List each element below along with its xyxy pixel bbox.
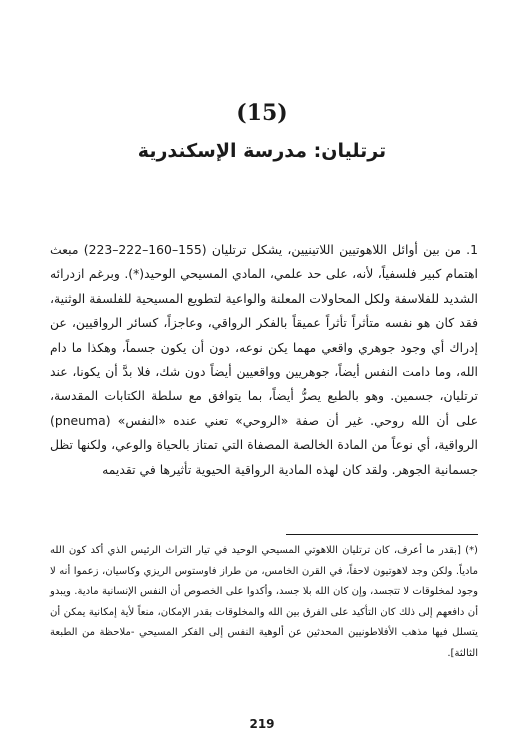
chapter-number: (15) (236, 100, 288, 126)
footnote-separator (286, 534, 478, 535)
page-number: 219 (249, 717, 275, 731)
footnote: (*) [بقدر ما أعرف، كان ترتليان اللاهوتي المسيحي الوحيد في تيار التراث الرئيس الذي أكد كون الله مادياً. ولكن وجد لاهوتيون لاحقاً، في القرن الخامس، من طراز فاوستوس الريزي وكاسيان، زعموا أنه لا وجود لمخلوقات لا تتجسد، وإن كان الله بلا جسد، وأكدوا على الخصوص أن النفس الإنسانية مادية. ويبدو أن دافعهم إلى ذلك كان التأكيد على الفرق بين الله والمخلوقات بقدر الإمكان، منعاً لأية إمكانية يمكن أن يتسلل فيها مذهب الأفلاطونيين المحدثين عن ألوهية النفس إلى الفكر المسيحي -ملاحظة من الطبعة الثالثة]. (50, 545, 478, 659)
body-paragraph: 1. من بين أوائل اللاهوتيين اللاتينيين، يشكل ترتليان (155–160–222–223) مبعث اهتمام كبير فلسفياً، لأنه، على حد علمي، المادي المسيحي الوحيد(*). وبرغم ازدرائه الشديد للفلاسفة ولكل المحاولات المعلنة والواعية لتطويع المسيحية للفلسفة الوثنية، فقد كان هو نفسه متأثراً تأثراً عميقاً بالفكر الرواقي، وعاجزاً، كسائر الرواقيين، عن إدراك أي وجود جوهري واقعي مهما يكن نوعه، دون أن يكون جسماً، وهكذا ما دام الله، وما دامت النفس أيضاً، جوهريين وواقعيين أيضاً دون شك، فلا بدَّ أن يكونا، عند ترتليان، جسمين. وهو بالطبع يصرُّ أيضاً، بما يتوافق مع سلطة الكتابات المقدسة، على أن الله روحي. غير أن صفة «الروحي» تعني عنده «النفس» (pneuma) الرواقية، أي نوعاً من المادة الخالصة المصفاة التي تمتاز بالحياة والوعي، ولكنها تظل جسمانية الجوهر. ولقد كان لهذه المادية الرواقية الحيوية تأثيرها في تقديمه (50, 242, 478, 477)
chapter-title: ترتليان: مدرسة الإسكندرية (137, 140, 387, 162)
